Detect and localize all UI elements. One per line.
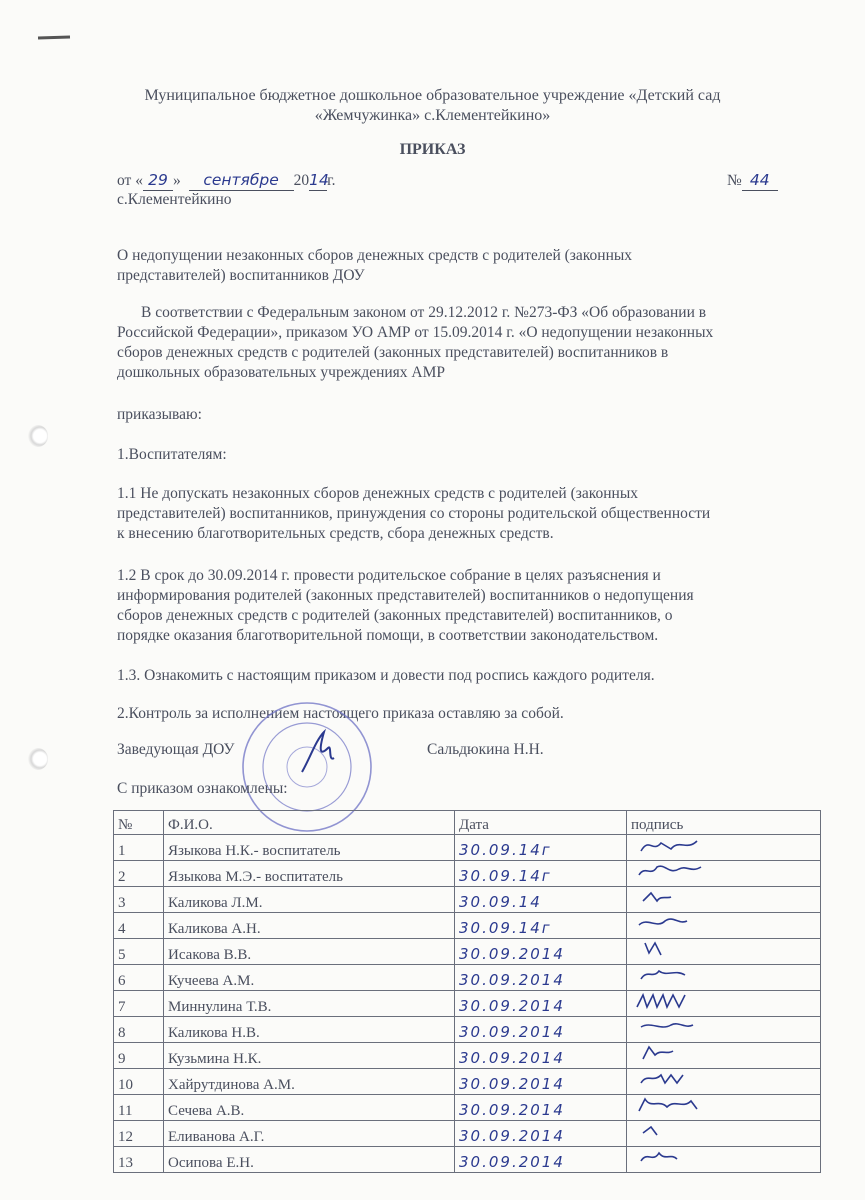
preamble-line-4: дошкольных образовательных учреждениях АМР [117, 364, 446, 381]
handwritten-signature [631, 1069, 751, 1089]
row-name-text: Кучеева А.М. [168, 973, 255, 989]
row-name-text: Хайрутдинова А.М. [168, 1077, 295, 1093]
handwritten-signature [631, 835, 751, 855]
item-1-3: 1.3. Ознакомить с настоящим приказом и довести под роспись каждого родителя. [117, 667, 655, 684]
row-date [455, 835, 627, 861]
row-number-text: 1 [118, 843, 126, 859]
row-number [114, 835, 164, 861]
row-date-text: 30.09.2014 [459, 1023, 565, 1041]
row-name [164, 1043, 455, 1069]
table-row [114, 1043, 821, 1069]
director-signature [298, 728, 338, 778]
row-date [455, 1095, 627, 1121]
row-name-text: Каликова Н.В. [168, 1025, 260, 1041]
order-place: с.Клементейкино [117, 191, 232, 208]
row-name [164, 913, 455, 939]
item-1-2-line-1: 1.2 В срок до 30.09.2014 г. провести родительское собрание в целях разъяснения и [117, 567, 661, 584]
row-date [455, 913, 627, 939]
item-1-1-line-3: к внесению благотворительных средств, сбора денежных средств. [117, 525, 554, 542]
row-signature [627, 939, 821, 965]
row-number-text: 7 [118, 999, 126, 1015]
row-name-text: Сечева А.В. [168, 1103, 245, 1119]
row-name [164, 1121, 455, 1147]
table-row [114, 939, 821, 965]
item-1-1-line-1: 1.1 Не допускать незаконных сборов денежных средств с родителей (законных [117, 485, 638, 502]
row-signature [627, 1121, 821, 1147]
order-number-value: 44 [742, 170, 778, 191]
handwritten-signature [631, 913, 751, 933]
handwritten-signature [631, 1147, 751, 1167]
item-1-2-line-3: сборов денежных средств с родителей (законных представителей) воспитанников, о [117, 607, 673, 624]
date-close: » [172, 172, 181, 189]
row-number [114, 1095, 164, 1121]
table-row [114, 835, 821, 861]
row-date-text: 30.09.2014 [459, 997, 565, 1015]
row-date-text: 30.09.2014 [459, 971, 565, 989]
table-row [114, 913, 821, 939]
handwritten-signature [631, 1121, 751, 1141]
row-name [164, 1017, 455, 1043]
row-name-text: Кузьмина Н.К. [168, 1051, 262, 1067]
row-name-text: Каликова А.Н. [168, 921, 261, 937]
row-date-text: 30.09.14 [459, 893, 542, 911]
handwritten-signature [631, 991, 751, 1011]
row-name-text: Каликова Л.М. [168, 895, 263, 911]
header-name: Ф.И.О. [164, 811, 455, 835]
row-date-text: 30.09.2014 [459, 1153, 565, 1171]
document-title: ПРИКАЗ [399, 141, 466, 158]
item-1-2-line-4: порядке оказания благотворительной помощи, в соответствии законодательством. [117, 627, 659, 644]
row-date [455, 1147, 627, 1173]
table-row [114, 965, 821, 991]
row-date-text: 30.09.14г [459, 867, 552, 885]
table-row [114, 991, 821, 1017]
row-signature [627, 965, 821, 991]
row-date-text: 30.09.2014 [459, 1049, 565, 1067]
row-name [164, 887, 455, 913]
row-signature [627, 1069, 821, 1095]
row-number [114, 913, 164, 939]
row-number-text: 3 [118, 895, 126, 911]
row-date [455, 1017, 627, 1043]
row-number [114, 965, 164, 991]
row-name [164, 861, 455, 887]
header-number: № [114, 811, 164, 835]
row-number [114, 1043, 164, 1069]
row-signature [627, 991, 821, 1017]
item-2: 2.Контроль за исполнением настоящего приказа оставляю за собой. [117, 705, 564, 722]
item-1-2-line-2: информирования родителей (законных представителей) воспитанников о недопущения [117, 587, 694, 604]
row-name [164, 965, 455, 991]
row-name [164, 991, 455, 1017]
row-number-text: 2 [118, 869, 126, 885]
row-number-text: 5 [118, 947, 126, 963]
preamble-line-2: Российской Федерации», приказом УО АМР от 15.09.2014 г. «О недопущении незаконных [117, 324, 714, 341]
row-date-text: 30.09.14г [459, 841, 552, 859]
row-number [114, 861, 164, 887]
row-number-text: 6 [118, 973, 126, 989]
table-row [114, 1095, 821, 1121]
row-date [455, 887, 627, 913]
table-row [114, 1121, 821, 1147]
acquainted-label: С приказом ознакомлены: [117, 780, 288, 797]
row-date [455, 1043, 627, 1069]
order-date-line [117, 170, 336, 191]
row-number [114, 1121, 164, 1147]
acquaintance-table [113, 810, 821, 1173]
row-date [455, 861, 627, 887]
signature-name: Сальдюкина Н.Н. [427, 741, 544, 758]
year-prefix: 20 [293, 172, 310, 189]
row-name [164, 939, 455, 965]
row-number [114, 939, 164, 965]
row-signature [627, 1017, 821, 1043]
row-name-text: Языкова М.Э.- воспитатель [168, 869, 343, 885]
row-number [114, 991, 164, 1017]
row-number [114, 887, 164, 913]
item-1: 1.Воспитателям: [117, 446, 227, 463]
row-number [114, 1069, 164, 1095]
preamble-line-3: сборов денежных средств с родителей (законных представителей) воспитанников в [117, 344, 669, 361]
staple-mark [38, 35, 70, 39]
table-row [114, 861, 821, 887]
row-date [455, 991, 627, 1017]
row-number-text: 4 [118, 921, 126, 937]
date-prefix: от « [117, 172, 143, 189]
row-name [164, 835, 455, 861]
row-name-text: Еливанова А.Г. [168, 1129, 265, 1145]
row-date [455, 939, 627, 965]
item-1-1-line-2: представителей) воспитанников, принуждения со стороны родительской общественности [117, 505, 711, 522]
row-number-text: 11 [118, 1103, 133, 1119]
subject-line-2: представителей) воспитанников ДОУ [117, 267, 365, 284]
order-day: 29 [143, 170, 173, 191]
row-date-text: 30.09.2014 [459, 1075, 565, 1093]
row-signature [627, 1095, 821, 1121]
order-month: сентябре [189, 170, 294, 191]
row-signature [627, 861, 821, 887]
row-number-text: 8 [118, 1025, 126, 1041]
punch-hole [28, 425, 48, 447]
order-word: приказываю: [117, 406, 202, 423]
header-date: Дата [455, 811, 627, 835]
row-number [114, 1017, 164, 1043]
row-date [455, 1121, 627, 1147]
row-date [455, 965, 627, 991]
row-name [164, 1069, 455, 1095]
row-name-text: Исакова В.В. [168, 947, 252, 963]
table-row [114, 1147, 821, 1173]
table-header-row [114, 811, 821, 835]
row-signature [627, 913, 821, 939]
handwritten-signature [631, 1017, 751, 1037]
row-name-text: Осипова Е.Н. [168, 1155, 254, 1171]
signature-role: Заведующая ДОУ [117, 741, 235, 758]
handwritten-signature [631, 1095, 751, 1115]
row-date-text: 30.09.2014 [459, 1127, 565, 1145]
handwritten-signature [631, 861, 751, 881]
table-row [114, 1069, 821, 1095]
row-name-text: Языкова Н.К.- воспитатель [168, 843, 341, 859]
institution-line-2: «Жемчужинка» с.Клементейкино» [314, 107, 551, 124]
row-name [164, 1095, 455, 1121]
table-row [114, 1017, 821, 1043]
row-number-text: 10 [118, 1077, 133, 1093]
row-signature [627, 1147, 821, 1173]
handwritten-signature [631, 939, 751, 959]
row-signature [627, 887, 821, 913]
year-end: г. [327, 172, 336, 189]
order-year: 14 [309, 171, 329, 189]
number-label: № [727, 172, 742, 189]
row-date-text: 30.09.14г [459, 919, 552, 937]
table-row [114, 887, 821, 913]
row-date [455, 1069, 627, 1095]
handwritten-signature [631, 965, 751, 985]
row-signature [627, 835, 821, 861]
punch-hole [28, 748, 48, 770]
handwritten-signature [631, 887, 751, 907]
row-number-text: 9 [118, 1051, 126, 1067]
row-date-text: 30.09.2014 [459, 1101, 565, 1119]
subject-line-1: О недопущении незаконных сборов денежных средств с родителей (законных [117, 247, 633, 264]
handwritten-signature [631, 1043, 751, 1063]
row-name [164, 1147, 455, 1173]
row-name-text: Миннулина Т.В. [168, 999, 272, 1015]
order-number [727, 170, 778, 191]
institution-line-1: Муниципальное бюджетное дошкольное образовательное учреждение «Детский сад [144, 87, 721, 104]
row-signature [627, 1043, 821, 1069]
row-number [114, 1147, 164, 1173]
header-signature: подпись [627, 811, 821, 835]
preamble-line-1: В соответствии с Федеральным законом от 29.12.2012 г. №273-ФЗ «Об образовании в [141, 304, 707, 321]
row-number-text: 13 [118, 1155, 133, 1171]
row-number-text: 12 [118, 1129, 133, 1145]
row-date-text: 30.09.2014 [459, 945, 565, 963]
